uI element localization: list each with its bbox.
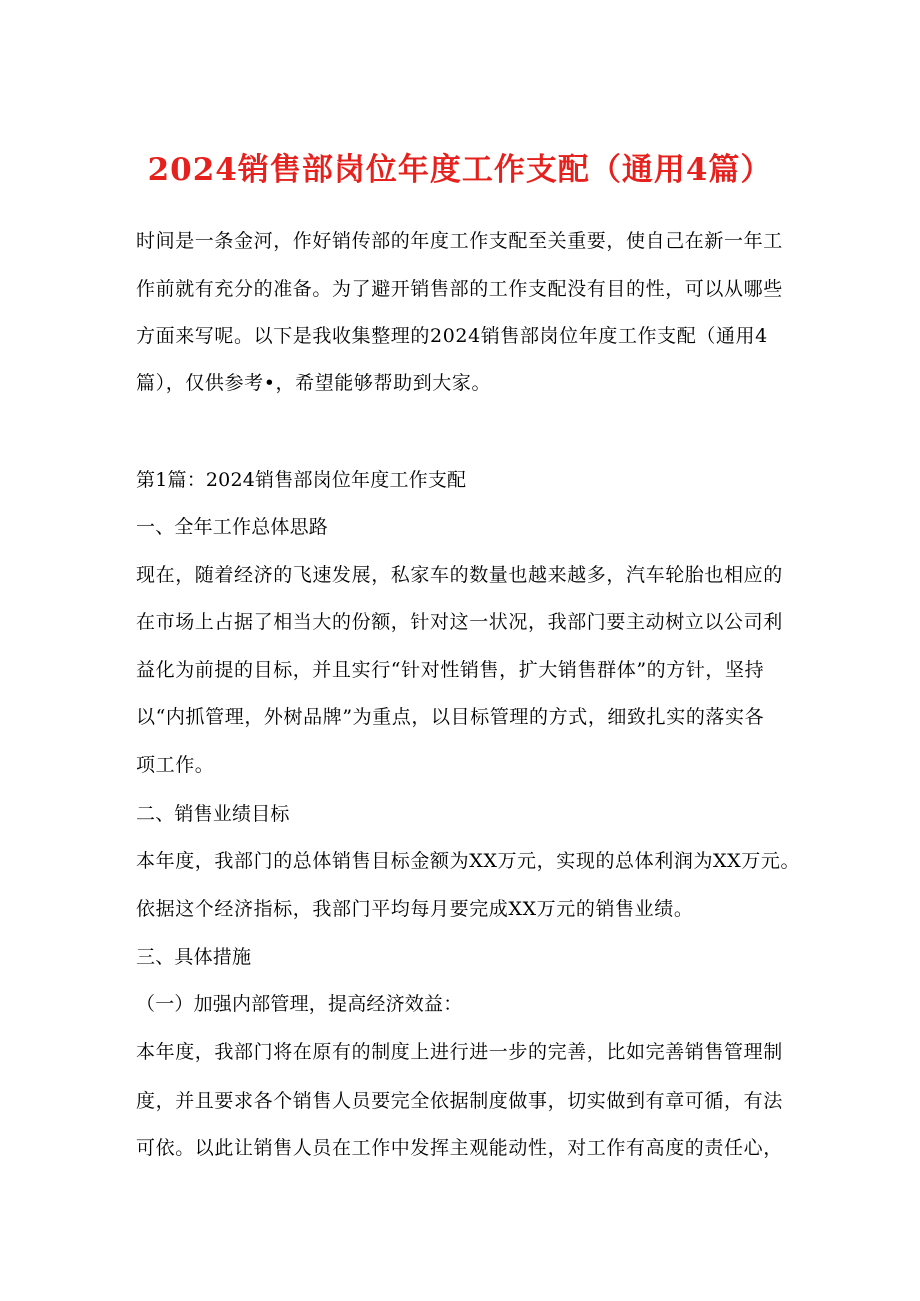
document-title: 2024销售部岗位年度工作支配（通用4篇） [147, 152, 773, 188]
section-title: 第1篇：2024销售部岗位年度工作支配 [136, 469, 467, 491]
paragraph-line: 可依。以此让销售人员在工作中发挥主观能动性，对工作有高度的责任心， [136, 1137, 783, 1159]
paragraph-line: 以“内抓管理，外树品牌”为重点，以目标管理的方式，细致扎实的落实各 [136, 706, 765, 728]
paragraph-line: 项工作。 [136, 754, 215, 776]
paragraph-line: 本年度，我部门将在原有的制度上进行进一步的完善，比如完善销售管理制 [136, 1041, 783, 1063]
intro-line: 方面来写呢。以下是我收集整理的2024销售部岗位年度工作支配（通用4 [136, 325, 768, 347]
paragraph-line: 在市场上占据了相当大的份额，针对这一状况，我部门要主动树立以公司利 [136, 611, 783, 633]
paragraph-line: 度，并且要求各个销售人员要完全依据制度做事，切实做到有章可循，有法 [136, 1090, 783, 1112]
heading-measures: 三、具体措施 [136, 946, 252, 968]
paragraph-line: 依据这个经济指标，我部门平均每月要完成XX万元的销售业绩。 [136, 898, 694, 920]
sub-heading-internal-management: （一）加强内部管理，提高经济效益： [136, 993, 463, 1015]
paragraph-line: 现在，随着经济的飞速发展，私家车的数量也越来越多，汽车轮胎也相应的 [136, 564, 783, 586]
heading-overall-approach: 一、全年工作总体思路 [136, 516, 329, 538]
paragraph-line: 益化为前提的目标，并且实行“针对性销售，扩大销售群体”的方针，坚持 [136, 659, 765, 681]
heading-sales-target: 二、销售业绩目标 [136, 803, 290, 825]
intro-line: 篇），仅供参考•，希望能够帮助到大家。 [136, 372, 492, 394]
paragraph-line: 本年度，我部门的总体销售目标金额为XX万元，实现的总体利润为XX万元。 [136, 850, 801, 872]
intro-line: 作前就有充分的准备。为了避开销售部的工作支配没有目的性，可以从哪些 [136, 278, 783, 300]
intro-line: 时间是一条金河，作好销传部的年度工作支配至关重要，使自己在新一年工 [136, 230, 783, 252]
